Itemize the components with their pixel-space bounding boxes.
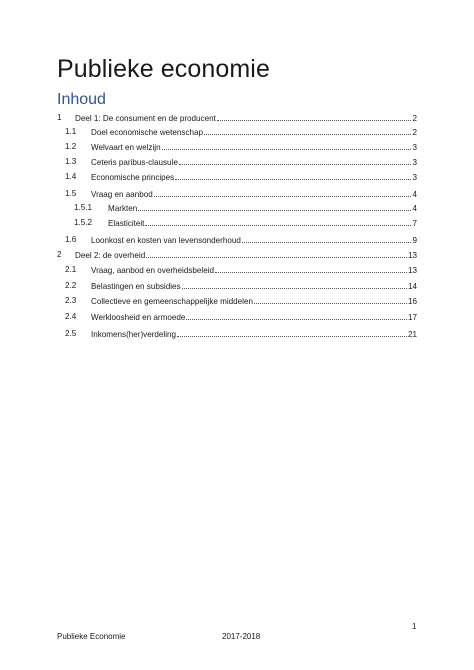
toc-entry-page: 13 — [407, 266, 417, 275]
document-title: Publieke economie — [57, 55, 270, 83]
toc-entry-page: 3 — [412, 173, 417, 182]
toc-entry-number: 1.1 — [65, 127, 77, 136]
toc-entry-page: 14 — [407, 282, 417, 291]
toc-entry-number: 1.4 — [65, 172, 77, 181]
toc-entry-page: 3 — [412, 143, 417, 152]
toc-entry[interactable] — [57, 310, 417, 323]
toc-dot-leader — [146, 248, 407, 258]
toc-entry-label: Ceteris paribus-clausule — [91, 158, 178, 167]
toc-dot-leader — [179, 155, 412, 165]
toc-entry-number: 2 — [57, 250, 62, 259]
toc-entry[interactable] — [57, 216, 417, 229]
toc-entry-label: Economische principes — [91, 173, 175, 182]
toc-entry-number: 2.2 — [65, 281, 77, 290]
toc-entry-label: Welvaart en welzijn — [91, 143, 161, 152]
toc-entry[interactable] — [57, 294, 417, 307]
toc-entry-label: Vraag, aanbod en overheidsbeleid — [91, 266, 214, 275]
toc-entry-number: 2.3 — [65, 296, 77, 305]
toc-entry-label: Deel 2: de overheid — [75, 251, 146, 260]
toc-entry-label: Loonkost en kosten van levensonderhoud — [91, 236, 241, 245]
toc-entry[interactable] — [57, 125, 417, 138]
toc-entry-number: 1 — [57, 113, 62, 122]
toc-entry-label: Collectieve en gemeenschappelijke middelen — [91, 297, 253, 306]
toc-entry-page: 2 — [412, 128, 417, 137]
toc-entry-number: 2.4 — [65, 312, 77, 321]
toc-entry-page: 21 — [407, 330, 417, 339]
toc-entry[interactable] — [57, 248, 417, 261]
toc-entry-label: Doel economische wetenschap — [91, 128, 204, 137]
toc-heading: Inhoud — [57, 91, 106, 108]
toc-entry-page: 4 — [412, 204, 417, 213]
toc-dot-leader — [154, 187, 412, 197]
toc-dot-leader — [215, 263, 407, 273]
toc-entry[interactable] — [57, 233, 417, 246]
toc-entry-label: Belastingen en subsidies — [91, 282, 181, 291]
toc-entry[interactable] — [57, 201, 417, 214]
footer-right: 2017-2018 — [222, 632, 261, 641]
toc-dot-leader — [242, 233, 412, 243]
toc-entry-page: 2 — [412, 114, 417, 123]
toc-dot-leader — [175, 170, 411, 180]
toc-entry-number: 2.1 — [65, 265, 77, 274]
toc-entry[interactable] — [57, 111, 417, 124]
toc-entry-label: Markten — [108, 204, 138, 213]
toc-dot-leader — [145, 216, 411, 226]
toc-dot-leader — [162, 140, 412, 150]
toc-entry-label: Elasticiteit — [108, 219, 145, 228]
toc-entry[interactable] — [57, 155, 417, 168]
toc-dot-leader — [217, 111, 412, 121]
toc-entry-page: 3 — [412, 158, 417, 167]
toc-dot-leader — [177, 327, 407, 337]
toc-entry[interactable] — [57, 279, 417, 292]
toc-dot-leader — [138, 201, 411, 211]
toc-entry[interactable] — [57, 187, 417, 200]
toc-entry-page: 13 — [407, 251, 417, 260]
toc-entry-number: 1.6 — [65, 235, 77, 244]
toc-entry-label: Deel 1: De consument en de producent — [75, 114, 216, 123]
toc-entry-page: 17 — [407, 313, 417, 322]
toc-entry-number: 1.3 — [65, 157, 77, 166]
toc-entry-page: 4 — [412, 190, 417, 199]
toc-dot-leader — [182, 279, 407, 289]
toc-dot-leader — [254, 294, 407, 304]
toc-entry-number: 1.5.1 — [74, 203, 93, 212]
toc-entry[interactable] — [57, 170, 417, 183]
toc-entry[interactable] — [57, 263, 417, 276]
toc-entry-number: 2.5 — [65, 329, 77, 338]
toc-entry-number: 1.5.2 — [74, 218, 93, 227]
toc-dot-leader — [204, 125, 411, 135]
toc-entry-page: 9 — [412, 236, 417, 245]
toc-entry-label: Inkomens(her)verdeling — [91, 330, 177, 339]
toc-entry-number: 1.5 — [65, 189, 77, 198]
toc-entry-label: Werkloosheid en armoede — [91, 313, 186, 322]
toc-entry-number: 1.2 — [65, 142, 77, 151]
page-number: 1 — [412, 622, 417, 631]
toc-entry-label: Vraag en aanbod — [91, 190, 153, 199]
toc-entry-page: 7 — [412, 219, 417, 228]
footer-left: Publieke Economie — [57, 632, 126, 641]
toc-dot-leader — [186, 310, 407, 320]
toc-entry[interactable] — [57, 140, 417, 153]
toc-entry-page: 16 — [407, 297, 417, 306]
toc-entry[interactable] — [57, 327, 417, 340]
